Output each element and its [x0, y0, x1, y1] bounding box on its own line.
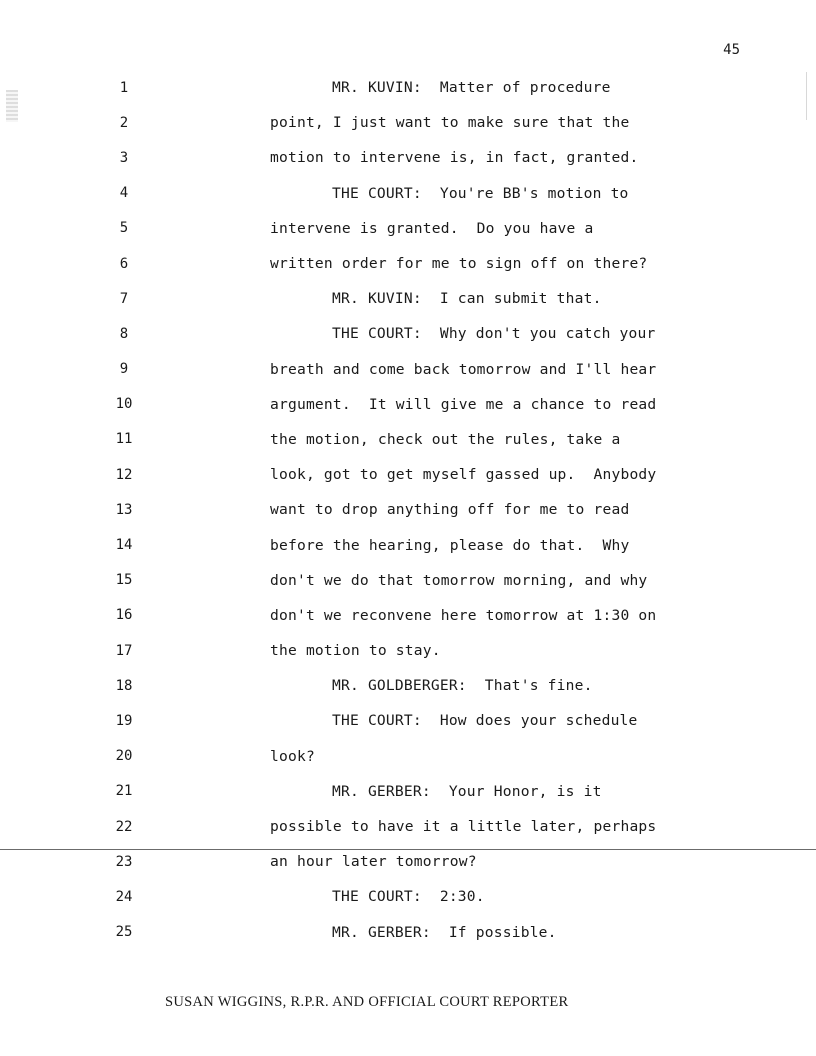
line-number: 6: [119, 255, 129, 272]
transcript-line: [0, 563, 816, 598]
line-text: written order for me to sign off on there?: [270, 255, 648, 273]
line-text: THE COURT: 2:30.: [332, 888, 485, 906]
line-number: 21: [115, 783, 133, 800]
transcript-line: [0, 105, 816, 140]
line-number: 20: [115, 748, 133, 765]
line-text: breath and come back tomorrow and I'll hear: [270, 360, 657, 378]
line-text: MR. KUVIN: I can submit that.: [332, 290, 602, 308]
transcript-line: [0, 703, 816, 738]
line-number: 2: [119, 114, 129, 131]
line-text: look, got to get myself gassed up. Anybody: [270, 466, 657, 484]
transcript-line: [0, 492, 816, 527]
transcript-line: [0, 457, 816, 492]
line-number: 17: [115, 642, 133, 659]
line-text: MR. KUVIN: Matter of procedure: [332, 79, 611, 97]
line-text: argument. It will give me a chance to read: [270, 395, 657, 413]
transcript-line: [0, 774, 816, 809]
court-reporter-footer: SUSAN WIGGINS, R.P.R. AND OFFICIAL COURT REPORTER: [165, 994, 569, 1010]
transcript-line: [0, 246, 816, 281]
line-number: 19: [115, 712, 133, 729]
line-text: MR. GERBER: If possible.: [332, 923, 557, 941]
line-number: 5: [119, 220, 129, 237]
transcript-line: [0, 387, 816, 422]
line-text: an hour later tomorrow?: [270, 853, 477, 871]
line-text: intervene is granted. Do you have a: [270, 219, 594, 237]
transcript-line: [0, 527, 816, 562]
line-text: THE COURT: How does your schedule: [332, 712, 638, 730]
line-number: 4: [119, 185, 129, 202]
line-text: the motion to stay.: [270, 642, 441, 660]
transcript-line: [0, 915, 816, 950]
line-number: 22: [115, 818, 133, 835]
line-number: 25: [115, 924, 133, 941]
line-text: don't we do that tomorrow morning, and why: [270, 571, 648, 589]
transcript-line: [0, 809, 816, 844]
line-number: 12: [115, 466, 133, 483]
line-text: the motion, check out the rules, take a: [270, 430, 621, 448]
line-text: before the hearing, please do that. Why: [270, 536, 630, 554]
transcript-line: [0, 70, 816, 105]
transcript-line: [0, 140, 816, 175]
line-number: 3: [119, 149, 129, 166]
line-text: motion to intervene is, in fact, granted.: [270, 149, 639, 167]
transcript-lines: [0, 70, 816, 950]
line-text: THE COURT: You're BB's motion to: [332, 184, 629, 202]
line-text: want to drop anything off for me to read: [270, 501, 630, 519]
line-number: 18: [115, 677, 133, 694]
transcript-line: [0, 739, 816, 774]
line-number: 8: [119, 325, 129, 342]
horizontal-rule: [0, 849, 816, 850]
line-text: don't we reconvene here tomorrow at 1:30 on: [270, 606, 657, 624]
line-number: 15: [115, 572, 133, 589]
line-number: 10: [115, 396, 133, 413]
line-number: 14: [115, 537, 133, 554]
transcript-line: [0, 316, 816, 351]
line-text: MR. GOLDBERGER: That's fine.: [332, 677, 593, 695]
line-number: 23: [115, 853, 133, 870]
line-number: 11: [115, 431, 133, 448]
transcript-line: [0, 211, 816, 246]
page-number: 45: [723, 42, 740, 58]
transcript-line: [0, 422, 816, 457]
line-number: 16: [115, 607, 133, 624]
transcript-line: [0, 176, 816, 211]
transcript-line: [0, 598, 816, 633]
line-number: 24: [115, 888, 133, 905]
line-text: MR. GERBER: Your Honor, is it: [332, 782, 602, 800]
transcript-line: [0, 668, 816, 703]
line-number: 7: [119, 290, 129, 307]
transcript-line: [0, 352, 816, 387]
line-text: THE COURT: Why don't you catch your: [332, 325, 656, 343]
transcript-line: [0, 281, 816, 316]
transcript-line: [0, 633, 816, 668]
line-number: 1: [119, 79, 129, 96]
line-text: look?: [270, 747, 315, 765]
line-number: 9: [119, 361, 129, 378]
line-number: 13: [115, 501, 133, 518]
line-text: possible to have it a little later, perhaps: [270, 818, 657, 836]
line-text: point, I just want to make sure that the: [270, 114, 630, 132]
transcript-line: [0, 879, 816, 914]
